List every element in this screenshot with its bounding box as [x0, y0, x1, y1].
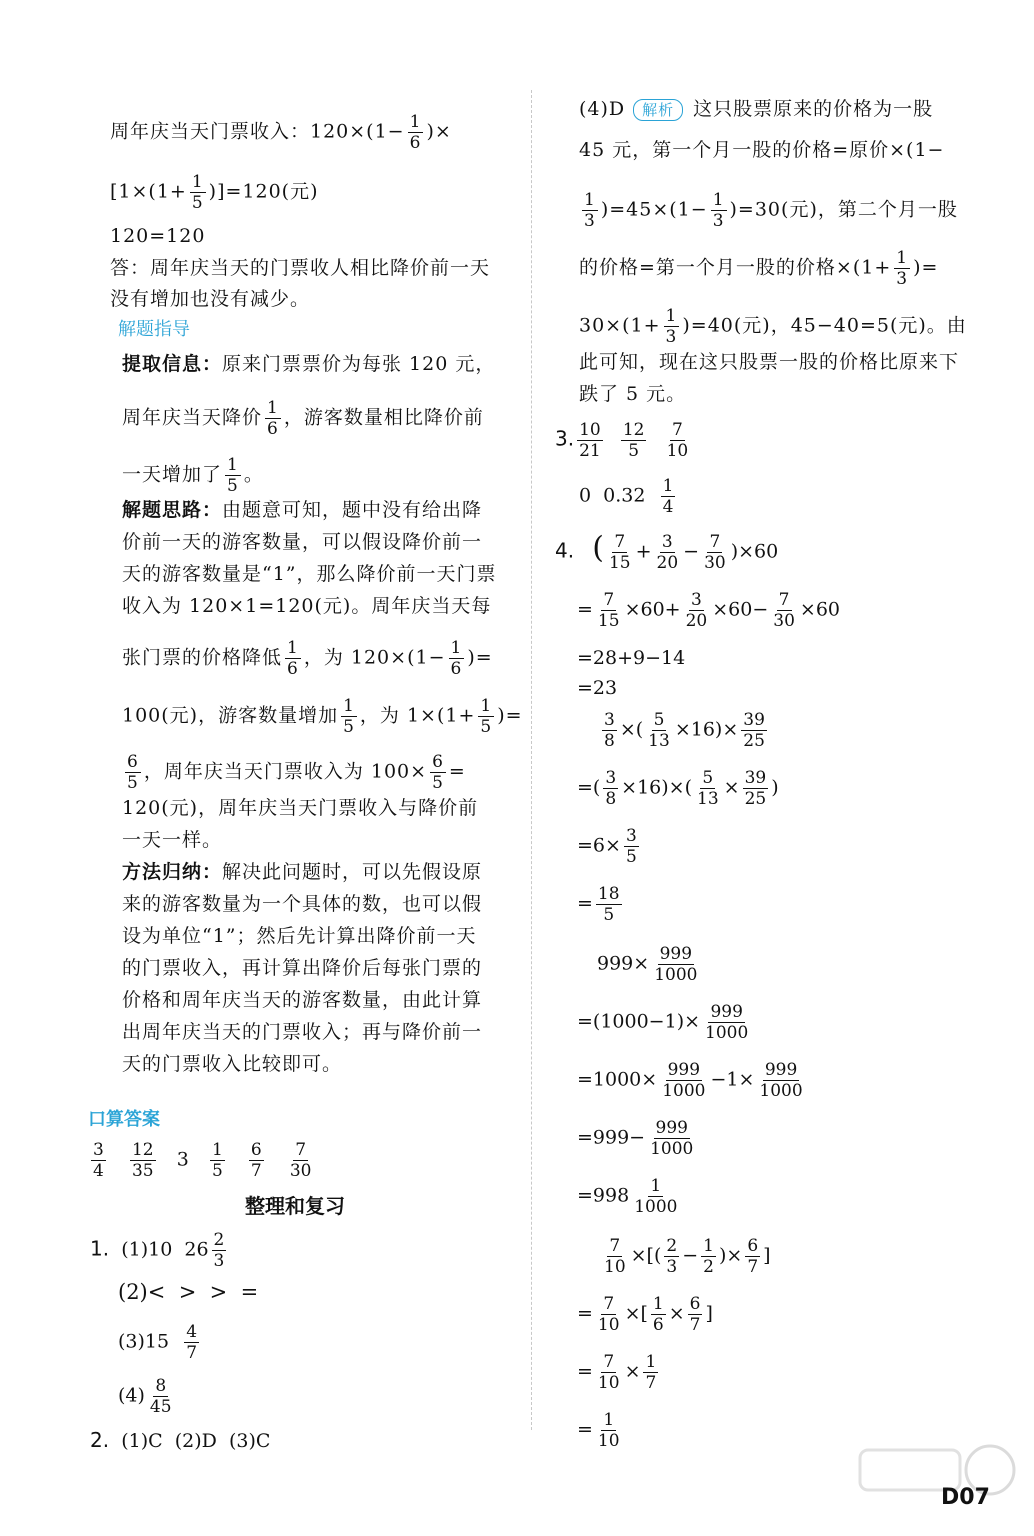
q2-line	[90, 1428, 270, 1453]
q4-expr-14	[599, 1236, 771, 1277]
q4-expr-10	[577, 1002, 753, 1043]
fraction: $\frac{10}{21}$	[579, 420, 601, 461]
method-line-3: 设为单位“1”；然后先计算出降价前一天	[122, 925, 477, 947]
fraction: $\frac{999}{1000}$	[705, 1002, 749, 1043]
text: )]=120(元)	[208, 180, 319, 203]
section-title: 整理和复习	[245, 1194, 345, 1218]
text: )×	[718, 1244, 743, 1267]
text: (4)	[118, 1384, 145, 1407]
text: )=40(元)，45−40=5(元)。由	[682, 314, 967, 337]
answer-line-2: 没有增加也没有减少。	[110, 288, 311, 310]
text: ×60+	[624, 598, 681, 621]
q4-expr-2	[577, 590, 840, 631]
method-line-1	[122, 860, 482, 884]
eq-line-2	[110, 172, 319, 213]
fraction: $\frac{6}{5}$	[432, 752, 444, 793]
fraction: $\frac{1}{10}$	[597, 1410, 620, 1451]
fraction: $\frac{7}{10}$	[666, 420, 689, 461]
idea-line-1	[122, 498, 482, 522]
text: (1)C (2)D (3)C	[121, 1430, 271, 1452]
fraction: $\frac{1}{6}$	[450, 638, 463, 679]
text: =	[577, 598, 593, 621]
text: ，周年庆当天门票收入为 100×	[143, 760, 428, 783]
oral-answers-header: 口算答案	[88, 1109, 160, 1130]
text: )=30(元)，第二个月一股	[729, 198, 958, 221]
idea-line-8: 120(元)，周年庆当天门票收入与降价前	[122, 797, 479, 819]
text: 周年庆当天降价	[122, 406, 263, 429]
text: =	[577, 1418, 593, 1441]
text: ×(	[619, 718, 644, 741]
fraction: $\frac{7}{10}$	[597, 1352, 620, 1393]
fraction: $\frac{1}{1000}$	[634, 1176, 678, 1217]
q4-expr-13	[577, 1176, 682, 1217]
fraction: $\frac{4}{7}$	[186, 1322, 198, 1363]
fraction: $\frac{18}{5}$	[597, 884, 620, 925]
text: =(1000−1)×	[577, 1010, 701, 1033]
q4-expr-16	[577, 1352, 661, 1393]
fraction: $\frac{3}{8}$	[605, 768, 617, 809]
fraction: $\frac{1}{5}$	[227, 455, 239, 496]
fraction: $\frac{12}{35}$	[131, 1140, 154, 1181]
fraction: $\frac{1}{3}$	[896, 248, 909, 289]
text: =1000×	[577, 1068, 658, 1091]
eq-line-1	[110, 112, 452, 153]
text: [1×(1+	[110, 180, 187, 203]
text: ×	[624, 1360, 641, 1383]
oral-answers-row	[88, 1140, 316, 1181]
question-number: 3.	[555, 426, 575, 451]
fraction: $\frac{1}{7}$	[645, 1352, 657, 1393]
fraction: $\frac{39}{25}$	[744, 768, 767, 809]
method-line-6: 出周年庆当天的门票收入；再与降价前一	[122, 1021, 483, 1043]
watermark-logo	[850, 1440, 1020, 1530]
text: =	[577, 892, 593, 915]
q3-line-2	[579, 476, 678, 517]
q4-expr-4: =23	[577, 677, 618, 699]
q4-expr-8	[577, 884, 625, 925]
fraction: $\frac{3}{20}$	[685, 590, 708, 631]
fraction: $\frac{1}{3}$	[584, 190, 596, 231]
fraction: $\frac{12}{5}$	[622, 420, 645, 461]
fraction: $\frac{6}{5}$	[127, 752, 139, 793]
paren: (	[592, 530, 604, 566]
q1-line-3	[118, 1322, 202, 1363]
text: ]	[705, 1302, 713, 1325]
fraction: $\frac{1}{3}$	[665, 306, 678, 347]
info-label: 提取信息：	[122, 353, 223, 375]
fraction: $\frac{5}{13}$	[648, 710, 670, 751]
text: )=45×(1−	[600, 198, 708, 221]
fraction: $\frac{7}{30}$	[773, 590, 795, 631]
fraction: $\frac{1}{2}$	[703, 1236, 714, 1277]
text: 这只股票原来的价格为一股	[693, 98, 934, 120]
text: 3	[176, 1148, 189, 1171]
text: 张门票的价格降低	[122, 646, 283, 669]
analysis-line-2: 45 元，第一个月一股的价格=原价×(1−	[579, 139, 945, 161]
text: )×60	[730, 540, 779, 563]
fraction: $\frac{1}{6}$	[409, 112, 422, 153]
question-number: 4.	[555, 538, 575, 563]
fraction: $\frac{39}{25}$	[743, 710, 765, 751]
q4-expr-6	[577, 768, 779, 809]
page-number: D07	[941, 1485, 990, 1510]
fraction: $\frac{7}{10}$	[604, 1236, 626, 1277]
text: 999×	[597, 952, 650, 975]
text: 100(元)，游客数量增加	[122, 704, 339, 727]
q4-expr-3: =28+9−14	[577, 647, 686, 669]
text: =	[577, 1302, 593, 1325]
q4-expr-1	[555, 532, 778, 573]
fraction: $\frac{3}{5}$	[625, 826, 637, 867]
fraction: $\frac{1}{5}$	[343, 696, 355, 737]
fraction: $\frac{8}{45}$	[149, 1376, 172, 1417]
fraction: $\frac{999}{1000}$	[759, 1060, 803, 1101]
text: ×[	[624, 1302, 648, 1325]
fraction: $\frac{999}{1000}$	[650, 1118, 694, 1159]
fraction: $\frac{1}{3}$	[712, 190, 725, 231]
text: )=	[497, 704, 523, 727]
text: =(	[577, 776, 601, 799]
text: ×16)×(	[621, 776, 693, 799]
analysis-line-3	[579, 190, 958, 231]
text: (4)D	[579, 98, 626, 120]
text: +	[635, 540, 652, 563]
fraction: $\frac{6}{7}$	[747, 1236, 759, 1277]
answer-line-1: 答：周年庆当天的门票收人相比降价前一天	[110, 257, 491, 279]
text: 30×(1+	[579, 314, 661, 337]
text: 的价格=第一个月一股的价格×(1+	[579, 256, 892, 279]
fraction: $\frac{6}{7}$	[250, 1140, 262, 1181]
text: 原来门票票价为每张 120 元，	[222, 353, 496, 375]
fraction: $\frac{5}{13}$	[697, 768, 719, 809]
idea-line-2: 价前一天的游客数量，可以假设降价前一	[122, 531, 483, 553]
guide-header: 解题指导	[118, 319, 190, 340]
idea-line-9: 一天一样。	[122, 829, 223, 851]
text: −	[682, 1244, 699, 1267]
idea-line-6	[122, 696, 523, 737]
text: =999−	[577, 1126, 646, 1149]
method-line-7: 天的门票收入比较即可。	[122, 1053, 343, 1075]
text: =	[448, 760, 466, 783]
text: ]	[763, 1244, 771, 1267]
text: =6×	[577, 834, 621, 857]
method-line-4: 的门票收入，再计算出降价后每张门票的	[122, 957, 483, 979]
text: (3)15	[118, 1330, 170, 1353]
fraction: $\frac{999}{1000}$	[654, 944, 698, 985]
q4-expr-12	[577, 1118, 698, 1159]
analysis-line-7: 跌了 5 元。	[579, 383, 687, 405]
analysis-line-4	[579, 248, 938, 289]
fraction: $\frac{1}{5}$	[211, 1140, 223, 1181]
info-line-3	[122, 455, 264, 496]
text: )	[771, 776, 779, 799]
text: −	[683, 540, 700, 563]
fraction: $\frac{1}{5}$	[191, 172, 204, 213]
text: )=	[913, 256, 939, 279]
info-line-2	[122, 398, 484, 439]
text: ×60	[799, 598, 841, 621]
column-divider	[531, 90, 532, 1430]
text: =998	[577, 1184, 630, 1207]
fraction: $\frac{999}{1000}$	[662, 1060, 706, 1101]
fraction: $\frac{1}{5}$	[480, 696, 493, 737]
analysis-line-1	[579, 97, 933, 121]
eq-line-3: 120=120	[110, 225, 206, 247]
q1-line-4	[118, 1376, 177, 1417]
text: )×	[426, 120, 452, 143]
method-line-2: 来的游客数量为一个具体的数，也可以假	[122, 893, 483, 915]
text: =	[577, 1360, 593, 1383]
q4-expr-11	[577, 1060, 808, 1101]
q1-line-2	[118, 1280, 258, 1305]
text: 解决此问题时，可以先假设原	[222, 861, 483, 883]
fraction: $\frac{2}{3}$	[666, 1236, 678, 1277]
method-line-5: 价格和周年庆当天的游客数量，由此计算	[122, 989, 483, 1011]
q4-expr-9	[597, 944, 702, 985]
fraction: $\frac{2}{3}$	[213, 1230, 225, 1271]
text: ×	[723, 776, 740, 799]
text: ，游客数量相比降价前	[283, 406, 484, 429]
fraction: $\frac{1}{6}$	[287, 638, 299, 679]
question-number: 2.	[90, 1428, 110, 1452]
text: ，为 120×(1−	[303, 646, 446, 669]
fraction: $\frac{7}{15}$	[608, 532, 631, 573]
q3-line-1	[555, 420, 693, 461]
method-label: 方法归纳：	[122, 861, 223, 883]
fraction: $\frac{6}{7}$	[689, 1294, 701, 1335]
question-number: 1.	[90, 1236, 110, 1261]
q4-expr-7	[577, 826, 642, 867]
text: ×	[668, 1302, 685, 1325]
idea-line-4: 收入为 120×1=120(元)。周年庆当天每	[122, 595, 492, 617]
q1-line-1	[90, 1230, 229, 1271]
text: )=	[467, 646, 493, 669]
info-line-1	[122, 352, 495, 376]
watermark-icon	[850, 1440, 1020, 1530]
analysis-badge: 解析	[633, 99, 683, 121]
text: ，为 1×(1+	[359, 704, 476, 727]
fraction: $\frac{7}{15}$	[597, 590, 620, 631]
text: ×60−	[712, 598, 769, 621]
idea-line-3: 天的游客数量是“1”，那么降价前一天门票	[122, 563, 497, 585]
analysis-line-5	[579, 306, 967, 347]
text: 一天增加了	[122, 463, 223, 486]
text: 。	[243, 463, 264, 486]
text: (2)< > > =	[118, 1280, 259, 1304]
q4-expr-15	[577, 1294, 713, 1335]
fraction: $\frac{3}{20}$	[656, 532, 679, 573]
q4-expr-17	[577, 1410, 625, 1451]
text: ×[(	[630, 1244, 662, 1267]
q4-expr-5	[599, 710, 770, 751]
text: 周年庆当天门票收入：120×(1−	[110, 120, 405, 143]
fraction: $\frac{7}{30}$	[704, 532, 726, 573]
idea-line-7	[122, 752, 466, 793]
fraction: $\frac{1}{6}$	[267, 398, 279, 439]
text: 由题意可知，题中没有给出降	[222, 499, 483, 521]
text: ×16)×	[674, 718, 739, 741]
idea-label: 解题思路：	[122, 499, 223, 521]
fraction: $\frac{1}{4}$	[662, 476, 674, 517]
analysis-line-6: 此可知，现在这只股票一股的价格比原来下	[579, 351, 960, 373]
fraction: $\frac{3}{8}$	[604, 710, 615, 751]
idea-line-5	[122, 638, 493, 679]
text: (1)10 26	[121, 1238, 209, 1261]
fraction: $\frac{1}{6}$	[652, 1294, 664, 1335]
text: 0 0.32	[579, 484, 646, 507]
fraction: $\frac{3}{4}$	[93, 1140, 104, 1181]
fraction: $\frac{7}{10}$	[597, 1294, 620, 1335]
text: −1×	[710, 1068, 755, 1091]
fraction: $\frac{7}{30}$	[289, 1140, 312, 1181]
